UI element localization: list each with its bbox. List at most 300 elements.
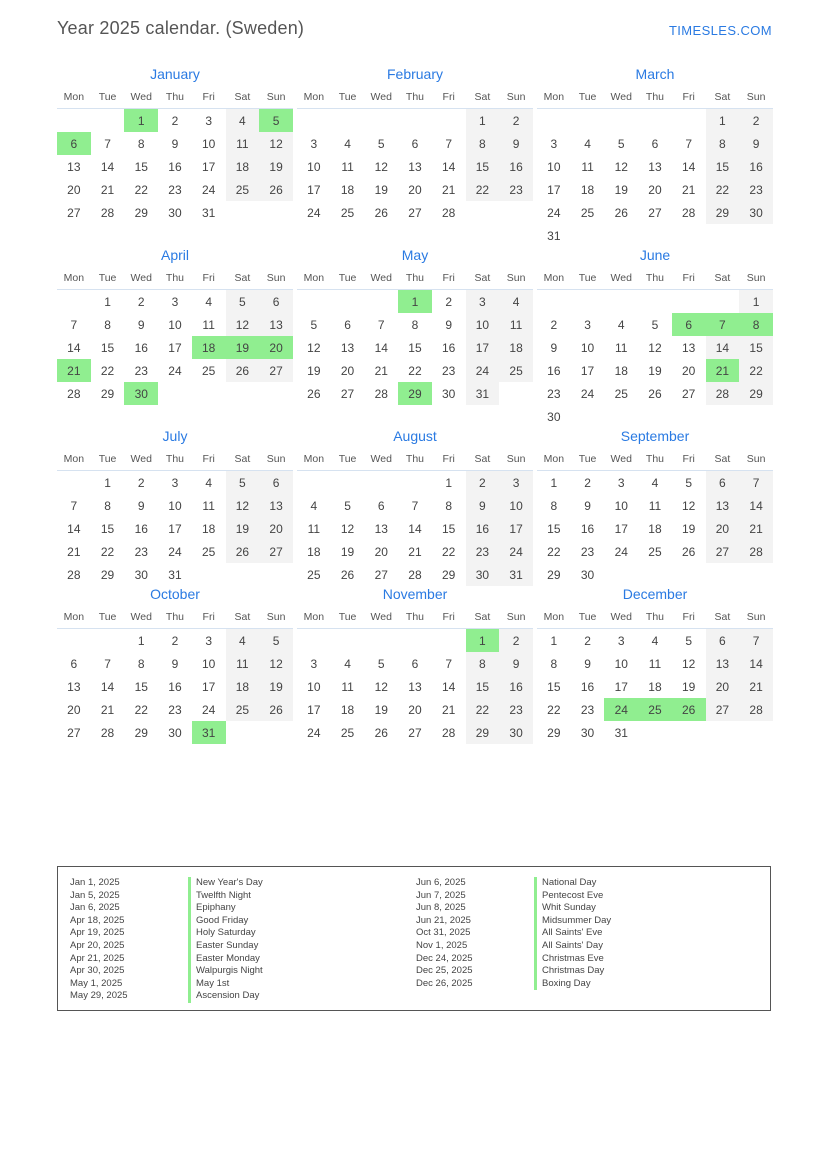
day-cell[interactable]: 17: [614, 521, 628, 536]
day-cell-weekend[interactable]: 13: [706, 652, 740, 675]
day-cell[interactable]: 28: [67, 567, 81, 582]
day-cell[interactable]: 4: [617, 317, 625, 332]
day-cell[interactable]: 13: [408, 159, 422, 174]
day-cell[interactable]: 6: [70, 656, 78, 671]
day-cell-holiday[interactable]: 8: [739, 313, 773, 336]
day-cell[interactable]: 25: [201, 544, 216, 559]
day-cell[interactable]: 21: [100, 182, 115, 197]
day-cell[interactable]: 14: [100, 679, 115, 694]
day-cell-weekend[interactable]: 6: [259, 290, 293, 314]
day-cell[interactable]: 29: [441, 567, 456, 582]
day-cell[interactable]: 9: [137, 317, 145, 332]
day-cell[interactable]: 2: [171, 633, 179, 648]
day-cell[interactable]: 25: [340, 725, 355, 740]
day-cell[interactable]: 11: [615, 340, 628, 355]
day-cell-weekend[interactable]: 9: [499, 132, 533, 155]
day-cell[interactable]: 17: [547, 182, 561, 197]
day-cell-weekend[interactable]: 1: [706, 109, 740, 133]
day-cell[interactable]: 8: [104, 317, 111, 332]
day-cell[interactable]: 20: [374, 544, 388, 559]
day-cell[interactable]: 16: [580, 679, 595, 694]
day-cell[interactable]: 7: [70, 498, 78, 513]
day-cell-weekend[interactable]: 18: [499, 336, 533, 359]
day-cell[interactable]: 4: [344, 136, 351, 151]
day-cell-weekend[interactable]: 25: [226, 698, 260, 721]
day-cell-weekend[interactable]: 29: [739, 382, 773, 405]
day-cell-weekend[interactable]: 24: [499, 540, 533, 563]
day-cell-weekend[interactable]: 2: [499, 629, 533, 653]
day-cell[interactable]: 18: [580, 182, 595, 197]
day-cell[interactable]: 24: [307, 725, 321, 740]
day-cell-weekend[interactable]: 16: [466, 517, 500, 540]
day-cell[interactable]: 27: [374, 567, 388, 582]
day-cell[interactable]: 2: [550, 317, 558, 332]
day-cell[interactable]: 17: [614, 679, 628, 694]
day-cell[interactable]: 3: [205, 113, 212, 128]
day-cell-weekend[interactable]: 7: [739, 629, 773, 653]
day-cell-weekend[interactable]: 14: [739, 494, 773, 517]
day-cell-weekend[interactable]: 27: [259, 359, 293, 382]
day-cell[interactable]: 11: [648, 656, 662, 671]
day-cell[interactable]: 28: [441, 205, 456, 220]
day-cell[interactable]: 4: [344, 656, 351, 671]
day-cell[interactable]: 15: [408, 340, 422, 355]
day-cell[interactable]: 3: [205, 633, 212, 648]
day-cell-holiday[interactable]: 21: [57, 359, 91, 382]
day-cell[interactable]: 14: [681, 159, 696, 174]
day-cell[interactable]: 8: [104, 498, 111, 513]
day-cell-weekend[interactable]: 8: [466, 132, 500, 155]
day-cell[interactable]: 11: [307, 521, 321, 536]
day-cell[interactable]: 11: [202, 498, 215, 513]
day-cell[interactable]: 9: [171, 136, 179, 151]
day-cell-weekend[interactable]: 2: [499, 109, 533, 133]
day-cell[interactable]: 10: [547, 159, 561, 174]
day-cell-weekend[interactable]: 22: [466, 178, 500, 201]
day-cell[interactable]: 23: [134, 544, 148, 559]
day-cell[interactable]: 23: [441, 363, 456, 378]
day-cell-weekend[interactable]: 19: [226, 517, 260, 540]
day-cell[interactable]: 24: [614, 544, 628, 559]
day-cell[interactable]: 18: [340, 182, 355, 197]
day-cell[interactable]: 19: [374, 702, 388, 717]
day-cell[interactable]: 21: [408, 544, 422, 559]
day-cell[interactable]: 7: [104, 656, 111, 671]
day-cell-holiday[interactable]: 20: [259, 336, 293, 359]
day-cell[interactable]: 14: [100, 159, 115, 174]
day-cell[interactable]: 18: [648, 521, 662, 536]
day-cell-weekend[interactable]: 14: [706, 336, 740, 359]
day-cell[interactable]: 18: [201, 521, 216, 536]
day-cell[interactable]: 10: [614, 498, 628, 513]
day-cell-weekend[interactable]: 9: [466, 494, 500, 517]
day-cell[interactable]: 20: [408, 702, 422, 717]
day-cell[interactable]: 23: [168, 182, 182, 197]
day-cell[interactable]: 2: [137, 475, 145, 490]
day-cell-holiday[interactable]: 26: [672, 698, 706, 721]
day-cell[interactable]: 10: [614, 656, 628, 671]
day-cell[interactable]: 13: [67, 159, 81, 174]
day-cell[interactable]: 7: [685, 136, 692, 151]
day-cell[interactable]: 12: [340, 521, 355, 536]
day-cell[interactable]: 14: [67, 340, 81, 355]
day-cell[interactable]: 12: [648, 340, 662, 355]
day-cell[interactable]: 21: [441, 702, 456, 717]
day-cell[interactable]: 18: [614, 363, 628, 378]
day-cell[interactable]: 10: [168, 498, 182, 513]
day-cell-weekend[interactable]: 26: [259, 178, 293, 201]
day-cell-weekend[interactable]: 30: [466, 563, 500, 586]
day-cell[interactable]: 28: [374, 386, 388, 401]
day-cell-weekend[interactable]: 11: [226, 652, 260, 675]
day-cell[interactable]: 25: [614, 386, 628, 401]
day-cell[interactable]: 23: [134, 363, 148, 378]
day-cell[interactable]: 5: [685, 633, 692, 648]
day-cell[interactable]: 14: [408, 521, 422, 536]
day-cell[interactable]: 25: [648, 544, 662, 559]
day-cell[interactable]: 28: [67, 386, 81, 401]
day-cell-weekend[interactable]: 20: [706, 675, 740, 698]
day-cell-weekend[interactable]: 18: [226, 675, 260, 698]
day-cell[interactable]: 9: [137, 498, 145, 513]
day-cell[interactable]: 8: [445, 498, 452, 513]
day-cell[interactable]: 21: [67, 544, 81, 559]
day-cell[interactable]: 14: [374, 340, 388, 355]
day-cell-holiday[interactable]: 25: [638, 698, 672, 721]
site-brand-link[interactable]: TIMESLES.COM: [668, 23, 772, 38]
day-cell[interactable]: 17: [307, 182, 321, 197]
day-cell[interactable]: 29: [547, 725, 561, 740]
day-cell[interactable]: 26: [307, 386, 321, 401]
day-cell[interactable]: 12: [374, 159, 388, 174]
day-cell[interactable]: 3: [171, 475, 179, 490]
day-cell[interactable]: 24: [168, 544, 182, 559]
day-cell-weekend[interactable]: 4: [226, 629, 260, 653]
day-cell-weekend[interactable]: 13: [706, 494, 740, 517]
day-cell[interactable]: 30: [580, 567, 595, 582]
day-cell-weekend[interactable]: 15: [739, 336, 773, 359]
day-cell[interactable]: 7: [411, 498, 419, 513]
day-cell[interactable]: 24: [201, 182, 216, 197]
day-cell[interactable]: 19: [681, 679, 696, 694]
day-cell-weekend[interactable]: 22: [739, 359, 773, 382]
day-cell[interactable]: 24: [307, 205, 321, 220]
day-cell[interactable]: 23: [580, 702, 595, 717]
day-cell[interactable]: 1: [550, 633, 558, 648]
day-cell[interactable]: 15: [547, 679, 561, 694]
day-cell-weekend[interactable]: 2: [466, 471, 500, 495]
day-cell-weekend[interactable]: 1: [739, 290, 773, 314]
day-cell[interactable]: 6: [344, 317, 351, 332]
day-cell[interactable]: 1: [104, 294, 111, 309]
day-cell-weekend[interactable]: 25: [499, 359, 533, 382]
day-cell-weekend[interactable]: 23: [466, 540, 500, 563]
day-cell[interactable]: 18: [307, 544, 321, 559]
day-cell-weekend[interactable]: 26: [259, 698, 293, 721]
day-cell[interactable]: 16: [547, 363, 561, 378]
day-cell[interactable]: 14: [441, 679, 456, 694]
day-cell-weekend[interactable]: 27: [706, 698, 740, 721]
day-cell-weekend[interactable]: 24: [466, 359, 500, 382]
day-cell[interactable]: 22: [134, 702, 148, 717]
day-cell-weekend[interactable]: 31: [499, 563, 533, 586]
day-cell[interactable]: 27: [681, 386, 696, 401]
day-cell[interactable]: 3: [617, 475, 625, 490]
day-cell-weekend[interactable]: 30: [499, 721, 533, 744]
day-cell-weekend[interactable]: 10: [499, 494, 533, 517]
day-cell-weekend[interactable]: 19: [259, 675, 293, 698]
day-cell-weekend[interactable]: 13: [259, 494, 293, 517]
day-cell[interactable]: 6: [411, 656, 419, 671]
day-cell-weekend[interactable]: 29: [706, 201, 740, 224]
day-cell-holiday[interactable]: 30: [124, 382, 158, 405]
day-cell-holiday[interactable]: 29: [398, 382, 432, 405]
day-cell-weekend[interactable]: 6: [706, 471, 740, 495]
day-cell[interactable]: 31: [614, 725, 628, 740]
day-cell[interactable]: 24: [580, 386, 595, 401]
day-cell-holiday[interactable]: 6: [672, 313, 706, 336]
day-cell[interactable]: 7: [445, 136, 452, 151]
day-cell[interactable]: 12: [374, 679, 388, 694]
day-cell-weekend[interactable]: 29: [466, 721, 500, 744]
day-cell-holiday[interactable]: 7: [706, 313, 740, 336]
day-cell[interactable]: 11: [581, 159, 594, 174]
day-cell-weekend[interactable]: 19: [259, 155, 293, 178]
day-cell[interactable]: 27: [648, 205, 662, 220]
day-cell[interactable]: 12: [307, 340, 321, 355]
day-cell[interactable]: 18: [648, 679, 662, 694]
day-cell[interactable]: 5: [377, 136, 385, 151]
day-cell-weekend[interactable]: 28: [739, 698, 773, 721]
day-cell-weekend[interactable]: 27: [259, 540, 293, 563]
day-cell[interactable]: 23: [547, 386, 561, 401]
day-cell[interactable]: 7: [104, 136, 111, 151]
day-cell[interactable]: 1: [104, 475, 111, 490]
day-cell[interactable]: 24: [168, 363, 182, 378]
day-cell[interactable]: 23: [168, 702, 182, 717]
day-cell[interactable]: 6: [377, 498, 385, 513]
day-cell[interactable]: 8: [411, 317, 419, 332]
day-cell[interactable]: 20: [681, 363, 696, 378]
day-cell[interactable]: 4: [205, 294, 212, 309]
day-cell[interactable]: 3: [310, 656, 318, 671]
day-cell[interactable]: 26: [340, 567, 355, 582]
day-cell[interactable]: 27: [67, 725, 81, 740]
day-cell[interactable]: 2: [137, 294, 145, 309]
day-cell[interactable]: 19: [374, 182, 388, 197]
day-cell-holiday[interactable]: 1: [124, 109, 158, 133]
day-cell[interactable]: 21: [100, 702, 115, 717]
day-cell-weekend[interactable]: 16: [499, 155, 533, 178]
day-cell[interactable]: 19: [614, 182, 628, 197]
day-cell-holiday[interactable]: 1: [466, 629, 500, 653]
day-cell-weekend[interactable]: 25: [226, 178, 260, 201]
day-cell[interactable]: 15: [100, 521, 115, 536]
day-cell-weekend[interactable]: 16: [499, 675, 533, 698]
day-cell[interactable]: 4: [584, 136, 591, 151]
day-cell[interactable]: 7: [445, 656, 452, 671]
day-cell[interactable]: 4: [310, 498, 318, 513]
day-cell[interactable]: 28: [681, 205, 696, 220]
day-cell[interactable]: 18: [340, 702, 355, 717]
day-cell-holiday[interactable]: 1: [398, 290, 432, 314]
day-cell[interactable]: 26: [681, 544, 696, 559]
day-cell-weekend[interactable]: 10: [466, 313, 500, 336]
day-cell-weekend[interactable]: 26: [226, 540, 260, 563]
day-cell-weekend[interactable]: 11: [226, 132, 260, 155]
day-cell[interactable]: 2: [171, 113, 179, 128]
day-cell[interactable]: 16: [441, 340, 456, 355]
day-cell[interactable]: 8: [550, 498, 558, 513]
day-cell-weekend[interactable]: 8: [466, 652, 500, 675]
day-cell[interactable]: 23: [580, 544, 595, 559]
day-cell[interactable]: 19: [681, 521, 696, 536]
day-cell-weekend[interactable]: 6: [706, 629, 740, 653]
day-cell-weekend[interactable]: 9: [499, 652, 533, 675]
day-cell[interactable]: 8: [137, 656, 145, 671]
day-cell[interactable]: 12: [614, 159, 628, 174]
day-cell[interactable]: 5: [310, 317, 318, 332]
day-cell[interactable]: 4: [651, 475, 659, 490]
day-cell[interactable]: 25: [201, 363, 216, 378]
day-cell-weekend[interactable]: 30: [739, 201, 773, 224]
day-cell-weekend[interactable]: 12: [226, 313, 260, 336]
day-cell-weekend[interactable]: 5: [226, 471, 260, 495]
day-cell[interactable]: 13: [648, 159, 662, 174]
day-cell[interactable]: 22: [100, 363, 115, 378]
day-cell[interactable]: 30: [441, 386, 456, 401]
day-cell[interactable]: 25: [307, 567, 321, 582]
day-cell[interactable]: 17: [168, 521, 182, 536]
day-cell-weekend[interactable]: 1: [466, 109, 500, 133]
day-cell[interactable]: 14: [441, 159, 456, 174]
day-cell-weekend[interactable]: 17: [499, 517, 533, 540]
day-cell-weekend[interactable]: 9: [739, 132, 773, 155]
day-cell[interactable]: 21: [441, 182, 456, 197]
day-cell[interactable]: 12: [681, 656, 696, 671]
day-cell[interactable]: 7: [70, 317, 78, 332]
day-cell-weekend[interactable]: 13: [259, 313, 293, 336]
day-cell[interactable]: 14: [67, 521, 81, 536]
day-cell-weekend[interactable]: 23: [499, 178, 533, 201]
day-cell[interactable]: 2: [584, 633, 591, 648]
day-cell[interactable]: 20: [67, 182, 81, 197]
day-cell-weekend[interactable]: 17: [466, 336, 500, 359]
day-cell[interactable]: 26: [648, 386, 662, 401]
day-cell[interactable]: 20: [67, 702, 81, 717]
day-cell[interactable]: 20: [648, 182, 662, 197]
day-cell[interactable]: 16: [134, 340, 148, 355]
day-cell-weekend[interactable]: 4: [499, 290, 533, 314]
day-cell[interactable]: 4: [205, 475, 212, 490]
day-cell-holiday[interactable]: 31: [192, 721, 226, 744]
day-cell[interactable]: 19: [340, 544, 355, 559]
day-cell-holiday[interactable]: 19: [226, 336, 260, 359]
day-cell[interactable]: 29: [134, 205, 148, 220]
day-cell-weekend[interactable]: 5: [259, 629, 293, 653]
day-cell-weekend[interactable]: 23: [739, 178, 773, 201]
day-cell[interactable]: 29: [100, 386, 115, 401]
day-cell[interactable]: 13: [408, 679, 422, 694]
day-cell[interactable]: 4: [651, 633, 659, 648]
day-cell[interactable]: 17: [201, 679, 216, 694]
day-cell[interactable]: 31: [201, 205, 216, 220]
day-cell-weekend[interactable]: 12: [259, 652, 293, 675]
day-cell-weekend[interactable]: 15: [466, 155, 500, 178]
day-cell[interactable]: 30: [547, 409, 561, 424]
day-cell[interactable]: 28: [100, 205, 115, 220]
day-cell-weekend[interactable]: 21: [739, 517, 773, 540]
day-cell[interactable]: 10: [580, 340, 595, 355]
day-cell[interactable]: 26: [614, 205, 628, 220]
day-cell[interactable]: 1: [137, 633, 145, 648]
day-cell[interactable]: 15: [441, 521, 456, 536]
day-cell[interactable]: 31: [168, 567, 182, 582]
day-cell[interactable]: 1: [445, 475, 452, 490]
day-cell[interactable]: 15: [100, 340, 115, 355]
day-cell[interactable]: 28: [100, 725, 115, 740]
day-cell[interactable]: 27: [408, 725, 422, 740]
day-cell[interactable]: 5: [344, 498, 351, 513]
day-cell[interactable]: 22: [441, 544, 456, 559]
day-cell[interactable]: 5: [685, 475, 692, 490]
day-cell[interactable]: 22: [100, 544, 115, 559]
day-cell-weekend[interactable]: 8: [706, 132, 740, 155]
day-cell[interactable]: 17: [201, 159, 216, 174]
day-cell[interactable]: 10: [307, 679, 321, 694]
day-cell-weekend[interactable]: 4: [226, 109, 260, 133]
day-cell[interactable]: 15: [547, 521, 561, 536]
day-cell-weekend[interactable]: 6: [259, 471, 293, 495]
day-cell[interactable]: 13: [374, 521, 388, 536]
day-cell[interactable]: 29: [100, 567, 115, 582]
day-cell[interactable]: 5: [617, 136, 625, 151]
day-cell[interactable]: 22: [134, 182, 148, 197]
day-cell[interactable]: 3: [310, 136, 318, 151]
day-cell[interactable]: 3: [617, 633, 625, 648]
day-cell[interactable]: 16: [168, 679, 182, 694]
day-cell[interactable]: 22: [547, 544, 561, 559]
day-cell[interactable]: 7: [377, 317, 385, 332]
day-cell[interactable]: 11: [341, 679, 354, 694]
day-cell[interactable]: 2: [445, 294, 452, 309]
day-cell[interactable]: 17: [307, 702, 321, 717]
day-cell[interactable]: 21: [374, 363, 388, 378]
day-cell[interactable]: 11: [648, 498, 662, 513]
day-cell[interactable]: 15: [134, 159, 148, 174]
day-cell-weekend[interactable]: 22: [466, 698, 500, 721]
day-cell-weekend[interactable]: 28: [706, 382, 740, 405]
day-cell[interactable]: 30: [168, 725, 182, 740]
day-cell[interactable]: 6: [651, 136, 659, 151]
day-cell[interactable]: 5: [377, 656, 385, 671]
day-cell-weekend[interactable]: 3: [499, 471, 533, 495]
day-cell-weekend[interactable]: 28: [739, 540, 773, 563]
day-cell[interactable]: 10: [201, 136, 216, 151]
day-cell-weekend[interactable]: 15: [466, 675, 500, 698]
day-cell-weekend[interactable]: 26: [226, 359, 260, 382]
day-cell[interactable]: 3: [584, 317, 591, 332]
day-cell[interactable]: 28: [441, 725, 456, 740]
day-cell[interactable]: 9: [171, 656, 179, 671]
day-cell[interactable]: 10: [201, 656, 216, 671]
day-cell[interactable]: 9: [550, 340, 558, 355]
day-cell-weekend[interactable]: 21: [739, 675, 773, 698]
day-cell-holiday[interactable]: 24: [604, 698, 638, 721]
day-cell-weekend[interactable]: 14: [739, 652, 773, 675]
day-cell[interactable]: 27: [67, 205, 81, 220]
day-cell[interactable]: 25: [580, 205, 595, 220]
